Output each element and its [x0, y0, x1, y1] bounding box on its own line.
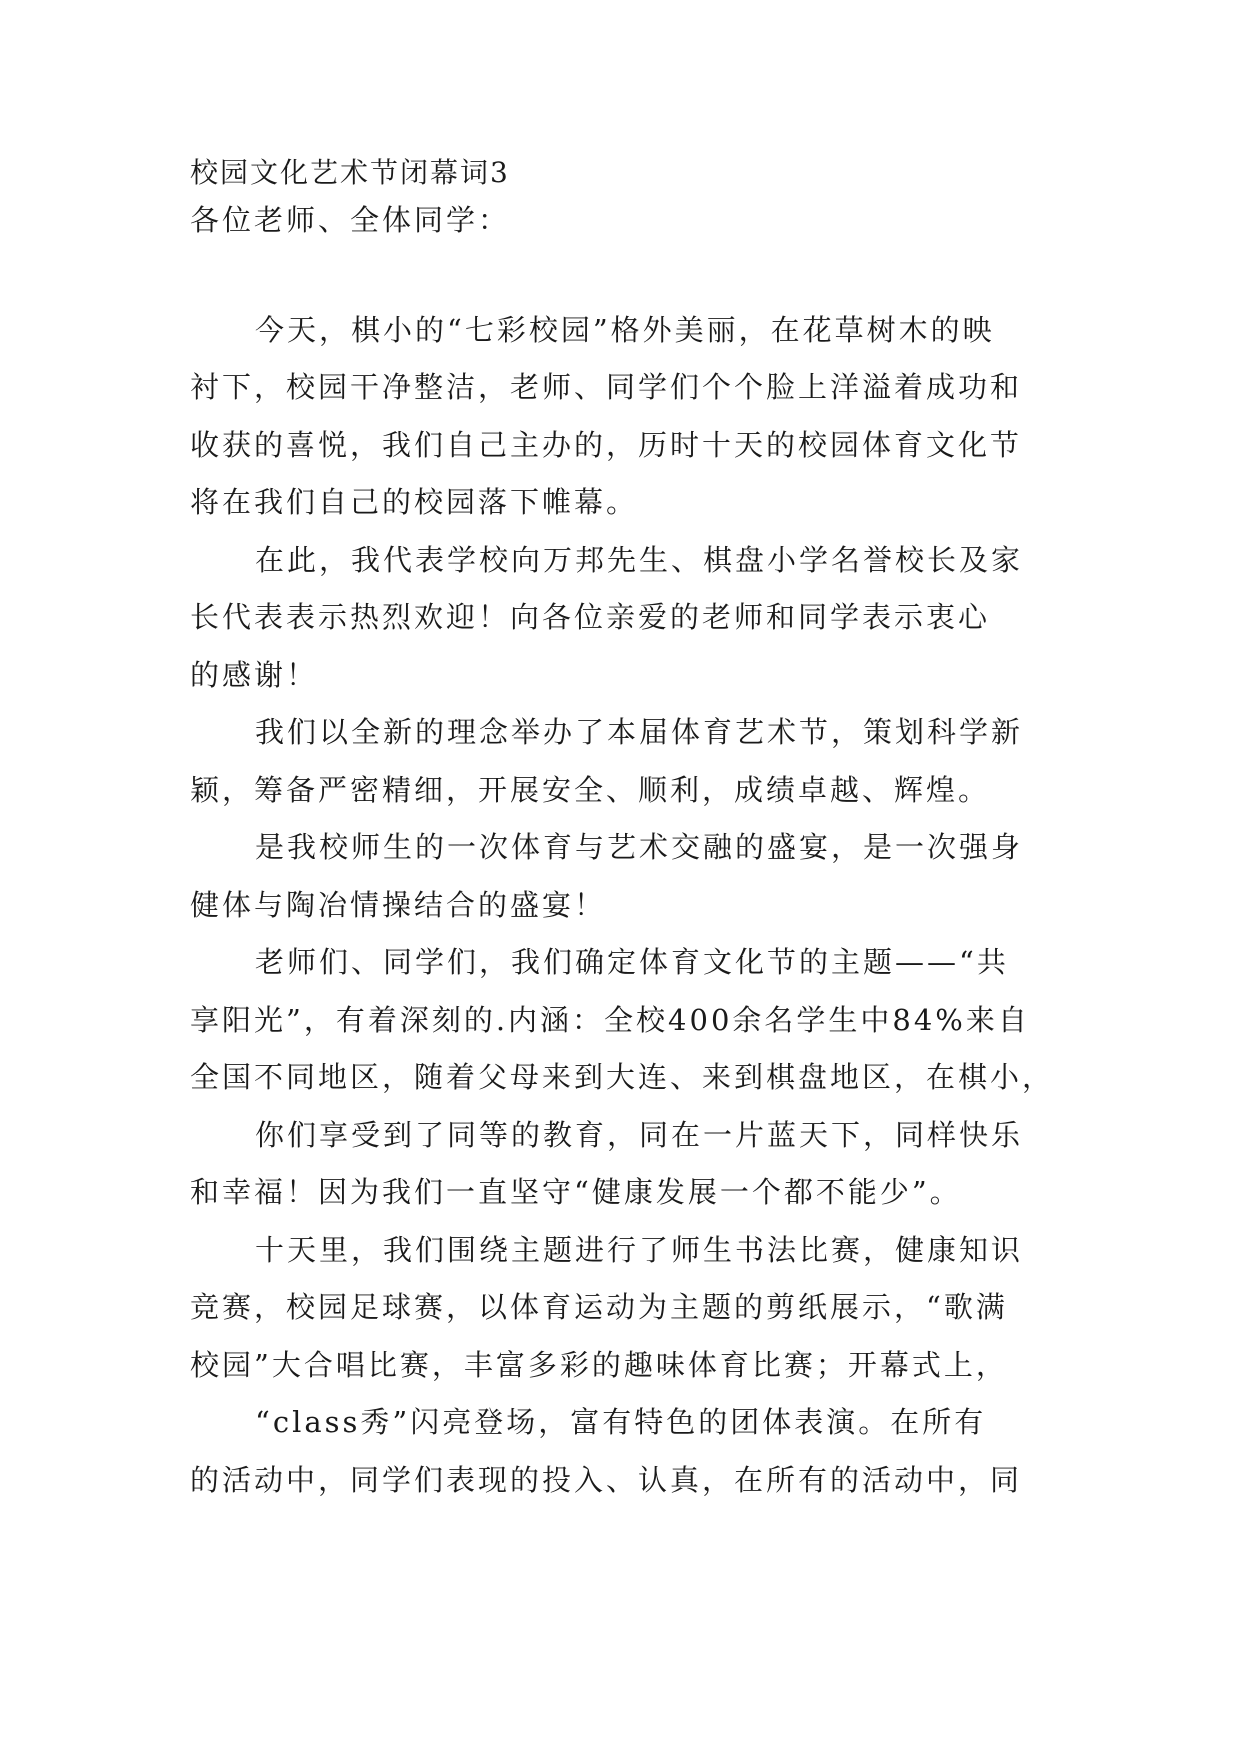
salutation: 各位老师、全体同学：	[190, 203, 511, 237]
paragraph-line: 将在我们自己的校园落下帷幕。	[190, 485, 639, 519]
paragraph-line: 竞赛，校园足球赛，以体育运动为主题的剪纸展示，“歌满	[190, 1290, 1008, 1324]
paragraph-line: 我们以全新的理念举办了本届体育艺术节，策划科学新	[255, 715, 1024, 749]
paragraph-line: 是我校师生的一次体育与艺术交融的盛宴，是一次强身	[255, 830, 1024, 864]
paragraph-line: 在此，我代表学校向万邦先生、棋盘小学名誉校长及家	[255, 543, 1024, 577]
paragraph-line: 健体与陶冶情操结合的盛宴！	[190, 888, 607, 922]
paragraph-line: 校园”大合唱比赛，丰富多彩的趣味体育比赛；开幕式上，	[190, 1348, 1008, 1382]
paragraph-line: 全国不同地区，随着父母来到大连、来到棋盘地区，在棋小，	[190, 1060, 1055, 1094]
paragraph-line: 老师们、同学们，我们确定体育文化节的主题——“共	[255, 945, 1009, 979]
paragraph-line: “class秀”闪亮登场，富有特色的团体表演。在所有	[255, 1405, 987, 1439]
paragraph-line: 颖，筹备严密精细，开展安全、顺利，成绩卓越、辉煌。	[190, 773, 991, 807]
paragraph-line: 你们享受到了同等的教育，同在一片蓝天下，同样快乐	[255, 1118, 1024, 1152]
paragraph-line: 和幸福！因为我们一直坚守“健康发展一个都不能少”。	[190, 1175, 962, 1209]
paragraph-line: 衬下，校园干净整洁，老师、同学们个个脸上洋溢着成功和	[190, 370, 1023, 404]
paragraph-line: 今天，棋小的“七彩校园”格外美丽，在花草树木的映	[255, 313, 995, 347]
document-title: 校园文化艺术节闭幕词3	[190, 156, 510, 189]
paragraph-line: 享阳光”，有着深刻的.内涵：全校400余名学生中84%来自	[190, 1003, 1030, 1037]
paragraph-line: 收获的喜悦，我们自己主办的，历时十天的校园体育文化节	[190, 428, 1023, 462]
paragraph-line: 的感谢！	[190, 658, 319, 692]
paragraph-line: 十天里，我们围绕主题进行了师生书法比赛，健康知识	[255, 1233, 1024, 1267]
paragraph-line: 长代表表示热烈欢迎！向各位亲爱的老师和同学表示衷心	[190, 600, 991, 634]
paragraph-line: 的活动中，同学们表现的投入、认真，在所有的活动中，同	[190, 1463, 1023, 1497]
